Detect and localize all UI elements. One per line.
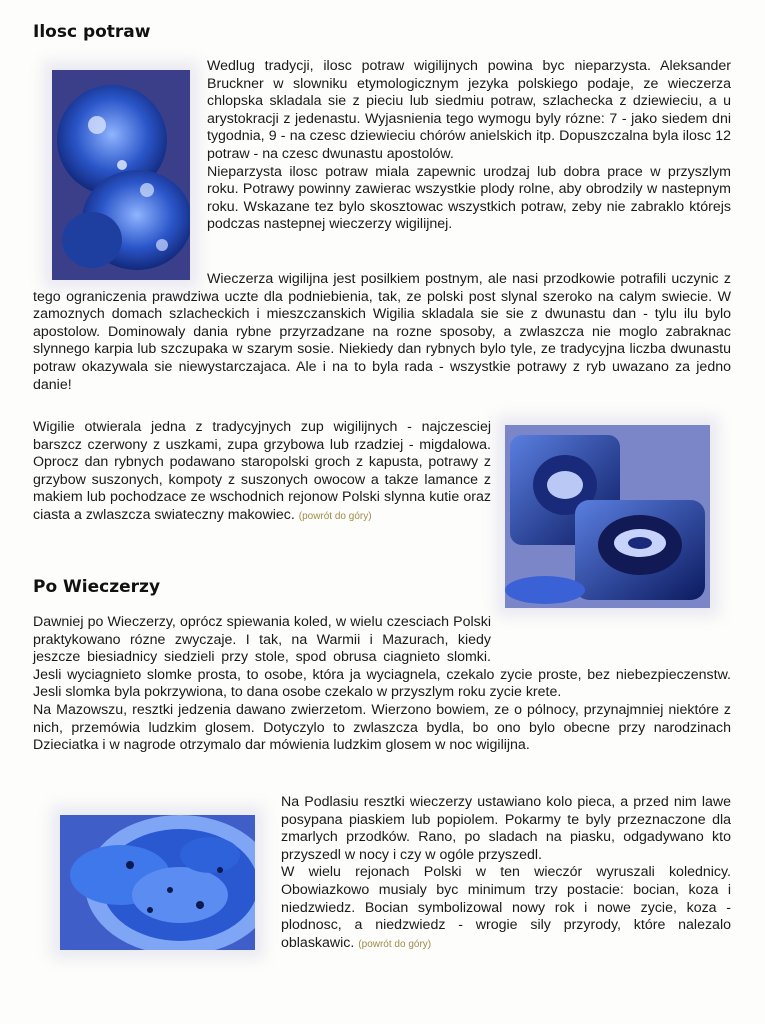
section2-p1-wrap — [33, 614, 731, 755]
poppyseed-cake-photo-icon — [505, 425, 710, 608]
back-to-top-link-1[interactable]: (powrót do góry) — [298, 510, 372, 522]
section1-p4: Wigilie otwierala jedna z tradycyjnych zup wigilijnych - najczesciej barszcz czerwony z uszkami, zupa grzybowa lub rzadziej - migdalowa. Oprocz dan rybnych podawano staropolski groch z kapusta, potrawy z grzybow suszonych, kompoty z suszonych owocow a takze lamance z makiem lub pochodzace ze wschodnich rejonow Polski slynna kutie oraz ciasta a zwlaszcza swiateczny makowiec. (powrót do góry) — [33, 419, 491, 523]
section2-p2: Na Mazowszu, resztki jedzenia dawano zwierzetom. Wierzono bowiem, ze o pólnocy, przynajmniej niektóre z nich, przemówia ludzkim glosem. Dotyczylo to zwlaszcza bydla, bo ono bylo obecne przy narodzinach Dzieciatka i w nagrode otrzymalo dar mówienia ludzkim glosem w noc wigilijna. — [33, 701, 731, 754]
section2-p3: Na Podlasiu resztki wieczerzy ustawiano kolo pieca, a przed nim lawe posypana piaskiem lub popiolem. Pokarmy te byly przeznaczone dla zmarlych przodków. Rano, po sladach na piasku, odgadywano kto przyszedl w nocy i czy w ogóle przyszedl. — [281, 794, 731, 863]
section2-p1-text: Dawniej po Wieczerzy, oprócz spiewania koled, w wielu czesciach Polski praktykowano rózne zwyczaje. I tak, na Warmii i Mazurach, kiedy jeszcze biesiadnicy siedzieli przy stole, spod obrusa ciagnieto slomki. Jesli wyciagnieto slomke prosta, to osobe, która ja wyciagnela, czekalo zycie proste, bez niebezpieczenstw. Jesli slomka byla pokrzywiona, to dana osobe czekalo w przyszlym roku zycie krete. — [33, 614, 731, 701]
section1-p1: Wedlug tradycji, ilosc potraw wigilijnych powina byc nieparzysta. Aleksander Bruckner w slowniku etymologicznym jezyka polskiego podaje, ze wieczerza chlopska skladala sie z pieciu lub siedmiu potraw, szlachecka z dziewieciu, a u arystokracji z jedenastu. Wyjasnienia tego wymogu byly rózne: 7 - jako siedem dni tygodnia, 9 - na czesc dziewieciu chórów anielskich itp. Dopuszczalna byla ilosc 12 potraw - na czesc dwunastu apostolów. Nieparzysta ilosc potraw miala zapewnic urodzaj lub dobra prace w przyszlym roku. Potrawy powinny zawierac wszystkie plody rolne, aby obrodzily w nastepnym roku. Wskazane tez bylo skosztowac wszystkich potraw, zeby nie zabraklo którejs podczas nastepnej wieczerzy wigilijnej. — [207, 58, 731, 233]
section-title-ilosc-potraw: Ilosc potraw — [33, 22, 151, 42]
section1-p2: Nieparzysta ilosc potraw miala zapewnic urodzaj lub dobra prace w przyszlym roku. Potrawy powinny zawierac wszystkie plody rolne, aby obrodzily w nastepnym roku. Wskazane tez bylo skosztowac wszystkich potraw, zeby nie zabraklo którejs podczas nastepnej wieczerzy wigilijnej. — [207, 163, 731, 233]
section2-p3-block — [281, 794, 731, 953]
dumplings-plate-photo-icon — [60, 815, 255, 950]
section-title-po-wieczerzy: Po Wieczerzy — [33, 577, 161, 597]
pierogi-photo-icon — [52, 70, 190, 280]
back-to-top-link-2[interactable]: (powrót do góry) — [358, 938, 432, 950]
section2-p4: W wielu rejonach Polski w ten wieczór wyruszali kolednicy. Obowiazkowo musialy byc minimum trzy postacie: bocian, koza i niedzwiedz. Bocian symbolizowal nowy rok i nowe zycie, koza - plodnosc, a niedzwiedz - wrogie sily przyrody, które nalezalo oblaskawic. (powrót do góry) — [281, 864, 731, 951]
section1-p3: Wieczerza wigilijna jest posilkiem postnym, ale nasi przodkowie potrafili uczynic z tego ograniczenia prawdziwa uczte dla podniebienia, tak, ze polski post slynal szeroko na calym swiecie. W zamoznych domach szlacheckich i mieszczanskich Wigilia skladala sie sie z dwunastu dan - tylu ilu bylo apostolow. Dominowaly dania rybne przyrzadzane na rozne sposoby, a zwlaszcza nie moglo zabraknac slynnego karpia lub szczupaka w szarym sosie. Niekiedy dan rybnych bylo tyle, ze tradycyjna liczba dwunastu potraw okazywala sie niewystarczajaca. Ale i na to byla rada - wszystkie potrawy z ryb uwazano za jedno danie! — [33, 271, 731, 393]
